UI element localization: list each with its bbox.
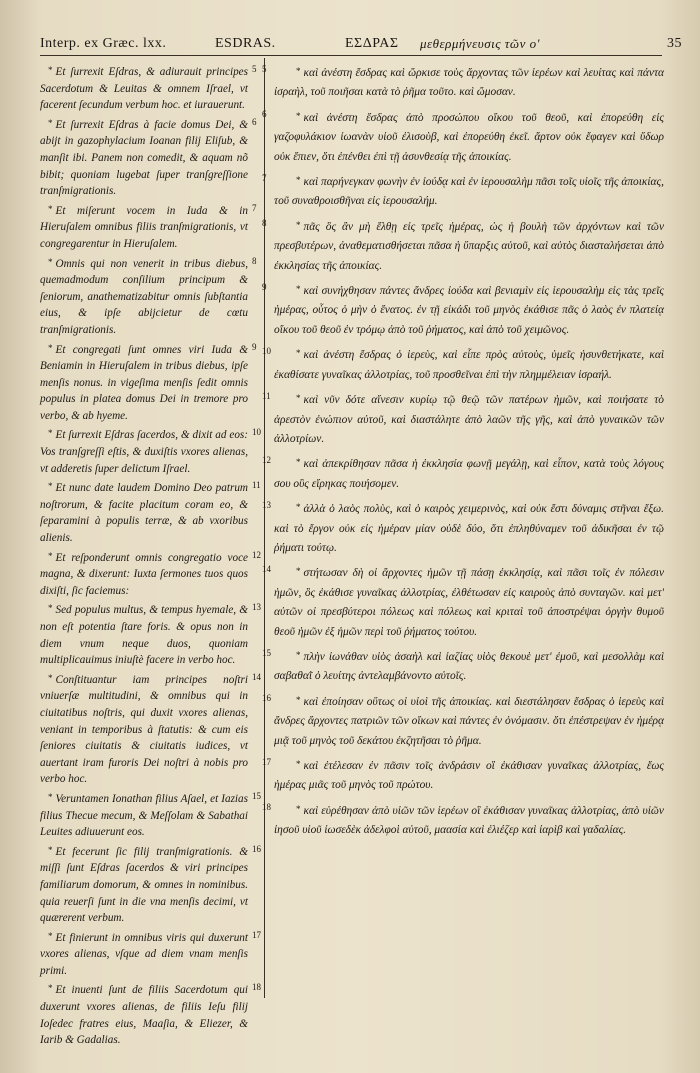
verse-marker-asterisk: *: [296, 393, 301, 404]
verse-text: καὶ συνήχθησαν πάντες ἄνδρες ἰούδα καὶ βενιαμὶν εἰς ἱερουσαλὴμ εἰς τὰς τρεῖς ἡμέρας, οὗτος ὁ μὴν ὁ ἔνατος. ἐν τῇ εἰκάδι τοῦ μηνὸς ἐκάθισε πᾶς ὁ λαὸς ἐν πλατείᾳ οἴκου τοῦ θεοῦ ἐν τρόμῳ ἀπὸ τοῦ ῥήματος, καὶ ἀπὸ τοῦ χειμῶνος.: [274, 285, 664, 336]
verse-paragraph: [274, 171, 664, 212]
verse-text: Et congregati ſunt omnes viri Iuda & Beniamin in Hieruſalem in tribus diebus, ipſe menſis nonus. in vigeſima menſis ſedit omnis populus in platea domus Dei in tremore pro verbo, & ab hyeme.: [40, 343, 248, 422]
verse-marker-asterisk: *: [296, 502, 301, 513]
verse-number: 12: [252, 550, 261, 560]
verse-marker-asterisk: *: [296, 759, 301, 769]
verse-paragraph: [40, 115, 248, 200]
verse-number: 8: [252, 256, 257, 266]
verse-number: 11: [252, 480, 261, 490]
verse-number: 13: [262, 500, 271, 510]
verse-paragraph: [40, 789, 248, 841]
verse-marker-asterisk: *: [48, 930, 53, 941]
verse-marker-asterisk: *: [48, 342, 53, 353]
verse-marker-asterisk: *: [48, 603, 53, 614]
verse-marker-asterisk: *: [296, 566, 301, 577]
verse-marker-asterisk: *: [48, 203, 53, 214]
verse-paragraph: [274, 691, 664, 751]
verse-text: καὶ ἀνέστη ἔσδρας καὶ ὥρκισε τοὺς ἄρχοντας τῶν ἱερέων καὶ λευίτας καὶ πάντα ἰσραὴλ, τοῦ ποιῆσαι κατὰ τὸ ῥῆμα τοῦτο. καὶ ὤμοσαν.: [274, 67, 664, 99]
verse-paragraph: [274, 800, 664, 841]
verse-paragraph: [40, 670, 248, 788]
verse-text: Sed populus multus, & tempus hyemale, & non eſt potentia ſtare foris. & opus non in diem vnum neque duos, quoniam multiplicauimus iniuſtè facere in verbo hoc.: [40, 604, 248, 667]
header-book-title-latin: ESDRAS.: [215, 36, 276, 51]
verse-marker-asterisk: *: [48, 65, 53, 75]
verse-paragraph: [274, 755, 664, 796]
verse-text: καὶ ἀνέστη ἔσδρας ἀπὸ προσώπου οἴκου τοῦ θεοῦ, καὶ ἐπορεύθη εἰς γαζοφυλάκιον ἰωανὰν υἱοῦ ἐλισοὺβ, καὶ ἐπορεύθη ἐκεῖ. ἄρτον οὐκ ἔφαγεν καὶ ὕδωρ οὐκ ἔπιεν, ὅτι ἐπένθει ἐπὶ τῇ ἀσυνθεσίᾳ τῆς ἀποικίας.: [274, 111, 664, 163]
verse-number: 7: [262, 173, 267, 183]
verse-paragraph: [274, 498, 664, 558]
page-number: 35: [667, 36, 682, 51]
verse-paragraph: [40, 425, 248, 477]
verse-marker-asterisk: *: [48, 550, 53, 561]
verse-text: Omnis qui non venerit in tribus diebus, quemadmodum conſilium principum & ſeniorum, anathematizabitur omnis ſubſtantia eius, & ipſe abijcietur de cœtu tranſmigrationis.: [40, 257, 248, 336]
verse-text: καὶ νῦν δότε αἴνεσιν κυρίῳ τῷ θεῷ τῶν πατέρων ἡμῶν, καὶ ποιήσατε τὸ ἀρεστὸν ἐνώπιον αὐτοῦ, καὶ διαστάλητε ἀπὸ λαῶν τῆς γῆς, καὶ ἀπὸ γυναικῶν τῶν ἀλλοτρίων.: [274, 394, 664, 445]
verse-number: 15: [252, 791, 261, 801]
verse-text: Et ſurrexit Eſdras ſacerdos, & dixit ad eos: Vos tranſgreſſi eſtis, & duxiſtis vxores alienas, vt adderetis ſuper delictum Iſrael.: [40, 429, 248, 475]
verse-number: 18: [262, 802, 271, 812]
verse-paragraph: [274, 562, 664, 642]
verse-marker-asterisk: *: [296, 803, 301, 814]
verse-number: 5: [252, 64, 257, 74]
verse-number: 7: [252, 203, 257, 213]
verse-text: ἀλλὰ ὁ λαὸς πολὺς, καὶ ὁ καιρὸς χειμερινὸς, καὶ οὐκ ἔστι δύναμις στῆναι ἔξω. καὶ τὸ ἔργον οὐκ εἰς ἡμέραν μίαν οὐδὲ δύο, ὅτι ἐπληθύναμεν τοῦ ἀδικῆσαι ἐν τῷ ῥήματι τούτῳ.: [274, 503, 664, 554]
verse-number: 14: [262, 564, 271, 574]
verse-text: Conſtituantur iam principes noſtri vniuerſæ multitudini, & omnibus qui in ciuitatibus noſtris, qui duxit vxores alienas, veniant in temporibus à ſtatutis: & cum eis ſeniores ciuitatis & ciuitatis iudices, vt auertant iram furoris Dei noſtri à nobis pro verbo hoc.: [40, 673, 248, 786]
verse-marker-asterisk: *: [48, 256, 53, 267]
verse-paragraph: [40, 254, 248, 339]
verse-marker-asterisk: *: [296, 66, 301, 76]
verse-text: Et miſerunt vocem in Iuda & in Hieruſalem omnibus filiis tranſmigrationis, vt congregarentur in Hieruſalem.: [40, 204, 248, 250]
verse-marker-asterisk: *: [296, 175, 301, 186]
verse-paragraph: [274, 344, 664, 385]
verse-marker-asterisk: *: [48, 428, 53, 439]
verse-number: 10: [252, 427, 261, 437]
verse-number: 14: [252, 672, 261, 682]
verse-text: Et inuenti ſunt de filiis Sacerdotum qui duxerunt vxores alienas, de filiis Ieſu filij Ioſedec fratres eius, Maaſia, & Eliezer, & Iarib & Gadalias.: [40, 984, 248, 1047]
verse-paragraph: [40, 980, 248, 1048]
verse-text: Et reſponderunt omnis congregatio voce magna, & dixerunt: Iuxta ſermones tuos quos dixiſti, ſic faciemus:: [40, 551, 248, 597]
verse-marker-asterisk: *: [296, 457, 301, 468]
verse-number: 17: [262, 757, 271, 767]
verse-marker-asterisk: *: [48, 791, 53, 802]
verse-number: 12: [262, 455, 271, 465]
verse-number: 6: [262, 109, 267, 119]
verse-text: πᾶς ὃς ἂν μὴ ἔλθῃ εἰς τρεῖς ἡμέρας, ὡς ἡ βουλὴ τῶν ἀρχόντων καὶ τῶν πρεσβυτέρων, ἀναθεματισθήσεται πᾶσα ἡ ὕπαρξις αὐτοῦ, καὶ αὐτὸς διασταλήσεται ἀπὸ ἐκκλησίας τῆς ἀποικίας.: [274, 220, 664, 272]
verse-marker-asterisk: *: [296, 110, 301, 121]
verse-marker-asterisk: *: [296, 649, 301, 660]
verse-text: καὶ παρήνεγκαν φωνὴν ἐν ἰούδᾳ καὶ ἐν ἱερουσαλὴμ πᾶσι τοῖς υἱοῖς τῆς ἀποικίας, τοῦ συναθροισθῆναι εἰς ἱερουσαλήμ.: [274, 176, 664, 208]
verse-text: Et ſurrexit Eſdras, & adiurauit principes Sacerdotum & Leuitas & omnem Iſrael, vt facerent ſecundum verbum hoc. et iurauerunt.: [40, 66, 248, 112]
verse-number: 16: [252, 844, 261, 854]
verse-number: 16: [262, 693, 271, 703]
verse-paragraph: [274, 453, 664, 494]
verse-number: 8: [262, 218, 267, 228]
verse-number: 15: [262, 648, 271, 658]
verse-paragraph: [40, 600, 248, 668]
verse-number: 13: [252, 602, 261, 612]
verse-number: 11: [262, 391, 271, 401]
verse-text: στήτωσαν δὴ οἱ ἄρχοντες ἡμῶν τῇ πάσῃ ἐκκλησίᾳ, καὶ πᾶσι τοῖς ἐν πόλεσιν ἡμῶν, ὃς ἐκάθισε γυναῖκας ἀλλοτρίας, ἐλθέτωσαν εἰς καιροὺς ἀπὸ συνταγῶν. καὶ μετ' αὐτῶν οἱ πρεσβύτεροι πόλεως καὶ πόλεως καὶ κριταὶ τοῦ ἀποστρέψαι ὀργὴν θυμοῦ θεοῦ ἡμῶν ἐξ ἡμῶν περὶ τοῦ ῥήματος τούτου.: [274, 567, 664, 638]
verse-marker-asterisk: *: [296, 284, 301, 295]
verse-number: 6: [252, 117, 257, 127]
running-header: [40, 36, 682, 60]
verse-text: Et ſurrexit Eſdras à facie domus Dei, & abijt in gazophylacium Ioanan filij Eliſub, & manſit ibi. Panem non comedit, & aquam nõ bibit; quoniam lugebat ſuper tranſgreſſione tranſmigrationis.: [40, 118, 248, 198]
verse-number: 10: [262, 346, 271, 356]
verse-text: Et finierunt in omnibus viris qui duxerunt vxores alienas, vſque ad diem vnam menſis primi.: [40, 931, 248, 977]
column-divider: [264, 58, 265, 998]
verse-marker-asterisk: *: [48, 672, 53, 683]
verse-text: Et fecerunt ſic filij tranſmigrationis. & miſſi ſunt Eſdras ſacerdos & viri principes familiarum domorum, & omnes in nominibus. quia reuerſi ſunt in die vna menſis decimi, vt quærerent verbum.: [40, 845, 248, 925]
verse-text: Et nunc date laudem Domino Deo patrum noſtrorum, & facite placitum coram eo, & ſeparamini à populis terræ, & ab vxoribus alienis.: [40, 482, 248, 545]
verse-paragraph: [40, 201, 248, 253]
header-greek-subtitle: μεθερμήνευσις τῶν ο': [420, 36, 540, 51]
header-left-title: Interp. ex Græc. lxx.: [40, 36, 167, 51]
verse-marker-asterisk: *: [296, 348, 301, 359]
verse-number: 5: [262, 64, 267, 74]
verse-text: καὶ εὑρέθησαν ἀπὸ υἱῶν τῶν ἱερέων οἳ ἐκάθισαν γυναῖκας ἀλλοτρίας, ἀπὸ υἱῶν ἰησοῦ υἱοῦ ἰωσεδὲκ ἀδελφοὶ αὐτοῦ, μαασία καὶ ἐλιέζερ καὶ ἰαρὶβ καὶ γαδαλίας.: [274, 804, 664, 837]
verse-marker-asterisk: *: [296, 694, 301, 705]
verse-paragraph: [274, 646, 664, 687]
verse-marker-asterisk: *: [296, 219, 301, 230]
verse-paragraph: [274, 62, 664, 103]
verse-paragraph: [40, 548, 248, 600]
verse-text: Veruntamen Ionathan filius Aſael, et Iazias filius Thecue mecum, & Meſſolam & Sabathai Leuites adiuuerunt eos.: [40, 792, 248, 839]
verse-text: καὶ ἐτέλεσαν ἐν πᾶσιν τοῖς ἀνδράσιν οἳ ἐκάθισαν γυναῖκας ἀλλοτρίας, ἕως ἡμέρας μιᾶς τοῦ μηνὸς τοῦ πρώτου.: [274, 760, 664, 792]
verse-paragraph: [274, 107, 664, 167]
verse-marker-asterisk: *: [48, 481, 53, 492]
verse-number: 9: [252, 342, 257, 352]
header-book-title-greek: ΕΣΔΡΑΣ: [345, 36, 399, 51]
verse-number: 9: [262, 282, 267, 292]
verse-paragraph: [274, 216, 664, 276]
verse-marker-asterisk: *: [48, 983, 53, 994]
greek-column: [274, 62, 664, 845]
verse-paragraph: [40, 340, 248, 425]
header-rule: [40, 55, 662, 56]
verse-paragraph: [40, 478, 248, 546]
verse-number: 18: [252, 982, 261, 992]
latin-column: [40, 62, 248, 1050]
verse-text: καὶ ἀνέστη ἔσδρας ὁ ἱερεὺς, καὶ εἶπε πρὸς αὐτοὺς, ὑμεῖς ἠσυνθετήκατε, καὶ ἐκαθίσατε γυναῖκας ἀλλοτρίας, τοῦ προσθεῖναι ἐπὶ τὴν πλημμέλειαν ἰσραήλ.: [274, 349, 664, 381]
verse-text: καὶ ἀπεκρίθησαν πᾶσα ἡ ἐκκλησία φωνῇ μεγάλῃ, καὶ εἶπον, κατὰ τοὺς λόγους σου οὓς εἴρηκας ποιήσομεν.: [274, 458, 664, 490]
verse-number: 17: [252, 930, 261, 940]
verse-paragraph: [40, 842, 248, 927]
verse-paragraph: [274, 389, 664, 449]
verse-paragraph: [40, 928, 248, 980]
verse-text: καὶ ἐποίησαν οὕτως οἱ υἱοὶ τῆς ἀποικίας. καὶ διεστάλησαν ἔσδρας ὁ ἱερεὺς καὶ ἄνδρες ἄρχοντες πατριῶν τῶν οἴκων καὶ πάντες ἐν ὀνόμασιν. ὅτι ἐπέστρεψαν ἐν ἡμέρᾳ μιᾷ τοῦ μηνὸς τοῦ δεκάτου ἐκζητῆσαι τὸ ῥῆμα.: [274, 695, 664, 747]
verse-text: πλὴν ἰωνάθαν υἱὸς ἀσαὴλ καὶ ἰαζίας υἱὸς θεκουὲ μετ' ἐμοῦ, καὶ μεσολλὰμ καὶ σαβαθαῒ ὁ λευίτης ἀντελαμβάνοντο αὐτοῖς.: [274, 650, 664, 683]
verse-paragraph: [274, 280, 664, 340]
verse-paragraph: [40, 62, 248, 114]
verse-marker-asterisk: *: [48, 117, 53, 128]
verse-marker-asterisk: *: [48, 844, 53, 855]
